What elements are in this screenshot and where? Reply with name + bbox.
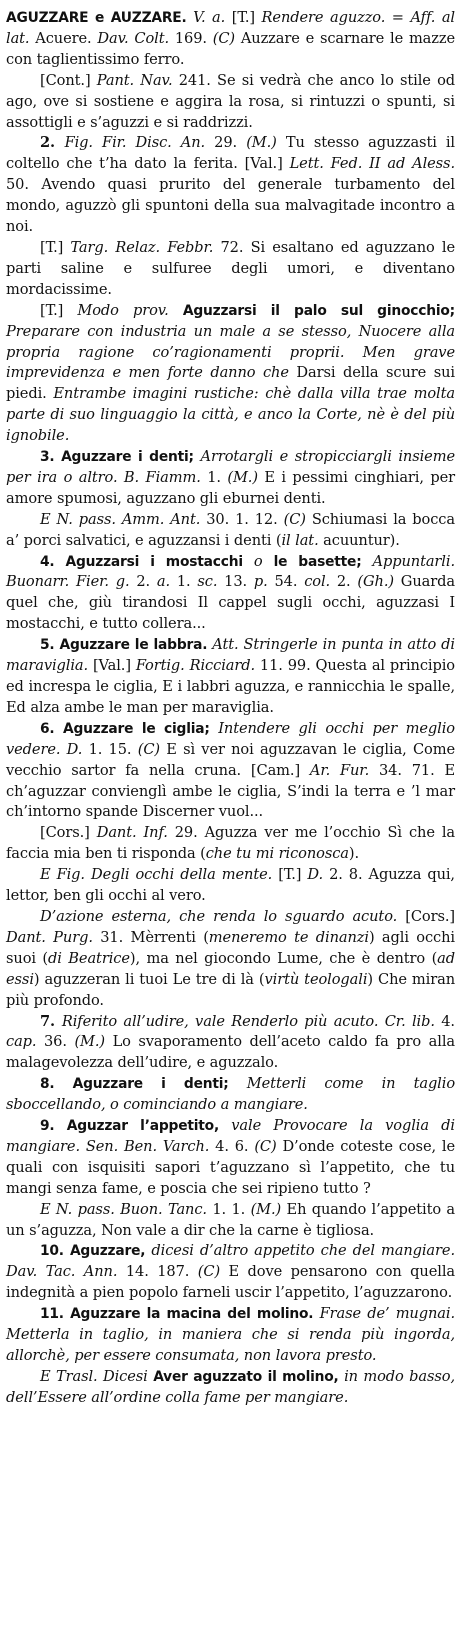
entry-paragraph (6, 238, 455, 301)
entry-paragraph (6, 1012, 455, 1075)
body-text: 241. Se si vedrà che anco lo stile od ago, ove si sostiene e aggira la rosa, si rintuzzi o spunti, si assottigli e s’aguzzi e si raddrizzi. (6, 71, 455, 131)
body-text: 11. 99. Questa al principio ed increspa le ciglia, E i labbri aguzza, e rannicchia le spalle, Ed alza ambe le man per maraviglia. (6, 657, 455, 716)
entry-paragraph (6, 719, 455, 824)
italic-text: Arrotargli e stropicciargli insieme per ira o altro. B. Fiamm. (6, 448, 455, 486)
body-text: 50. Avendo quasi prurito del generale turbamento del mondo, aguzzò gli spuntoni della sua malvagitade incontro a noi. (6, 176, 455, 236)
italic-text: (Gh.) (357, 573, 401, 591)
headword-text: 11. Aguzzare la macina del molino. (40, 1306, 320, 1323)
headword-text: 10. Aguzzare, (40, 1243, 152, 1260)
body-text: [T.] (278, 866, 308, 884)
headword-text: 3. Aguzzare i denti; (40, 449, 201, 466)
italic-text: (M.) (250, 1200, 287, 1218)
body-text: ). (348, 845, 360, 863)
entry-paragraph (6, 1200, 455, 1242)
body-text: 4. 6. (215, 1137, 255, 1155)
entry-head-paragraph (6, 8, 455, 71)
italic-text: Dav. Colt. (97, 29, 175, 47)
body-text: Tu stesso aguzzasti il coltello che t’ha dato la ferita. [Val.] (6, 134, 455, 173)
entry-paragraph (6, 510, 455, 552)
body-text: Auzzare e scarnare le mazze con taglientissimo ferro. (6, 29, 455, 68)
italic-text: Preparare con industria un male a se stesso, Nuocere alla propria ragione co’ragionamenti proprii. Men grave imprevidenza e men forte danno che (6, 322, 455, 382)
body-text: ) agli occhi suoi ( (6, 928, 455, 967)
italic-text: Metterli come in taglio sboccellando, o cominciando a mangiare. (6, 1075, 456, 1114)
entry-paragraph (6, 865, 455, 907)
entry-paragraph (6, 1074, 455, 1116)
italic-text: dicesi d’altro appetito che del mangiare. Dav. Tac. Ann. (6, 1242, 455, 1281)
headword-text: 4. Aguzzarsi i mostacchi (40, 553, 254, 570)
italic-text: in modo basso, dell’Essere all’ordine colla fame per mangiare. (6, 1367, 455, 1406)
body-text: 169. (174, 29, 213, 47)
italic-text: Fortig. Ricciard. (135, 657, 260, 675)
italic-text: vale Provocare la voglia di mangiare. Sen. Ben. Varch. (6, 1117, 455, 1155)
italic-text: p. (253, 573, 275, 591)
italic-text: (C) (254, 1137, 283, 1155)
body-text: acuuntur). (323, 531, 400, 549)
italic-text: (M.) (246, 134, 286, 152)
body-text: 2. (136, 573, 157, 591)
body-text: E i pessimi cinghiari, per amore spumosi, aguzzano gli eburnei denti. (6, 468, 455, 507)
italic-text: che tu mi riconosca (205, 845, 349, 863)
italic-text: Att. Stringerle in punta in atto di maraviglia. (6, 636, 455, 675)
italic-text: Entrambe imagini rustiche: chè dalla villa trae molta parte di suo linguaggio la città, e anco la Corte, nè è del più ignobile. (6, 385, 455, 445)
italic-text: Frase de’ mugnai. Metterla in taglio, in maniera che si renda più ingorda, allorchè, per essere consumata, non lavora presto. (6, 1305, 455, 1364)
body-text: ), ma nel giocondo Lume, che è dentro ( (129, 949, 438, 967)
headword-text: Aguzzarsi il palo sul ginocchio; (182, 302, 455, 319)
entry-paragraph (6, 1304, 455, 1367)
italic-text: Fig. Fir. Disc. An. (64, 134, 215, 152)
italic-text: a. (156, 573, 177, 591)
italic-text: Dant. Inf. (96, 824, 175, 842)
body-text: 7. (40, 1012, 62, 1030)
body-text: Darsi della scure sui piedi. (6, 364, 455, 403)
italic-text: Targ. Relaz. Febbr. (70, 238, 221, 256)
entry-paragraph (6, 71, 455, 134)
italic-text: Intendere gli occhi per meglio vedere. D. (6, 719, 455, 758)
entry-paragraph (6, 1241, 455, 1304)
entry-paragraph (6, 1116, 455, 1200)
entry-paragraph (6, 301, 455, 447)
body-text: ) Che miran più profondo. (6, 970, 455, 1009)
italic-text: E Fig. Degli occhi della mente. (40, 866, 279, 884)
body-text: 29. Aguzza ver me l’occhio Sì che la faccia mia ben ti risponda ( (6, 824, 455, 863)
italic-text: virtù teologali (264, 970, 368, 988)
italic-text: Riferito all’udire, vale Renderlo più acuto. Cr. lib. (61, 1012, 442, 1030)
body-text: 2. 8. Aguzza qui, lettor, ben gli occhi al vero. (6, 866, 455, 905)
entry-paragraph (6, 635, 455, 719)
body-text: 34. 71. E ch’aguzzar convienglì ambe le ciglia, S’indi la terra e ’l mar ch’intorno spande Discerner vuol... (6, 761, 455, 821)
body-text: 2. (40, 134, 65, 152)
body-text: 31. Mèrrenti ( (100, 928, 209, 946)
italic-text: sc. (197, 573, 225, 591)
body-text: [Cors.] (40, 824, 97, 842)
body-text: D’onde coteste cose, le quali con isquisiti sapori t’aguzzano sì l’appetito, che tu mangi senza fame, e poscia che sei ripieno tutto ? (6, 1137, 455, 1197)
italic-text: Ar. Fur. (309, 761, 379, 779)
body-text: 72. Si esaltano ed aguzzano le parti saline e sulfuree degli umori, e diventano mordacissime. (6, 238, 455, 298)
body-text: 2. (336, 573, 358, 591)
italic-text: (C) (283, 510, 312, 528)
italic-text: (M.) (74, 1033, 113, 1051)
body-text: 13. (224, 573, 254, 591)
body-text: 54. (274, 573, 305, 591)
italic-text: o (253, 552, 274, 570)
italic-text: cap. (6, 1033, 44, 1051)
body-text: ) aguzzeran li tuoi Le tre di là ( (33, 970, 265, 988)
italic-text: Rendere aguzzo. = Aff. al lat. (6, 9, 455, 47)
entry-paragraph (6, 447, 455, 510)
body-text: [Cont.] (40, 71, 97, 89)
body-text: 1. (176, 573, 198, 591)
headword-text: 6. Aguzzare le ciglia; (40, 720, 219, 737)
italic-text: Lett. Fed. II ad Aless. (289, 155, 455, 173)
italic-text: ad essi (6, 949, 456, 988)
body-text: 1. 1. (212, 1200, 251, 1218)
body-text: Lo svaporamento dell’aceto caldo fa pro alla malagevolezza dell’udire, e aguzzalo. (6, 1033, 456, 1072)
italic-text: E N. pass. Amm. Ant. (40, 510, 207, 528)
body-text: E sì ver noi aguzzavan le ciglia, Come vecchio sartor fa nella cruna. [Cam.] (6, 740, 455, 779)
italic-text: col. (304, 573, 337, 591)
headword-text: le basette; (273, 553, 373, 570)
italic-text: Pant. Nav. (96, 71, 179, 89)
headword-text: Aver aguzzato il molino, (153, 1368, 345, 1385)
entry-paragraph (6, 133, 455, 238)
body-text: [T.] (40, 301, 78, 319)
italic-text: Dant. Purg. (6, 928, 101, 946)
italic-text: E Trasl. Dicesi (40, 1367, 154, 1385)
headword-text: 5. Aguzzare le labbra. (40, 637, 213, 654)
italic-text: meneremo te dinanzi (208, 928, 369, 946)
italic-text: (M.) (227, 468, 265, 486)
body-text: Eh quando l’appetito a un s’aguzza, Non vale a dir che la carne è tigliosa. (6, 1200, 456, 1239)
body-text: 29. (214, 134, 247, 152)
italic-text: di Beatrice (48, 949, 130, 967)
entry-paragraph (6, 1367, 455, 1409)
body-text: Acuere. (35, 29, 98, 47)
headword-text: 8. Aguzzare i denti; (40, 1076, 247, 1093)
italic-text: il lat. (281, 531, 324, 549)
headword-text: 9. Aguzzar l’appetito, (40, 1118, 232, 1135)
italic-text: V. a. (186, 9, 232, 26)
body-text: [T.] (40, 238, 71, 256)
body-text: 14. 187. (125, 1263, 198, 1281)
italic-text: D’azione esterna, che renda lo sguardo acuto. (40, 907, 406, 925)
body-text: [Val.] (92, 657, 136, 675)
body-text: 4. (441, 1012, 455, 1030)
entry-paragraph (6, 907, 455, 1012)
entry-paragraph (6, 823, 455, 865)
italic-text: (C) (137, 740, 167, 758)
body-text: 1. 15. (88, 740, 138, 758)
body-text: Guarda quel che, giù tirandosi Il cappel sugli occhi, aguzzasi I mostacchi, e tutto collera... (6, 573, 455, 633)
body-text: [T.] (231, 9, 262, 26)
body-text: 1. (207, 468, 228, 486)
body-text: [Cors.] (405, 907, 455, 925)
italic-text: (C) (212, 29, 241, 47)
entry-paragraph (6, 552, 455, 636)
headword-text: AGUZZARE e AUZZARE. (6, 10, 187, 26)
body-text: Schiumasi la bocca a’ porci salvatici, e aguzzansi i denti ( (6, 510, 455, 549)
body-text: E dove pensarono con quella indegnità a pien popolo farneli uscir l’appetito, l’aguzzarono. (6, 1263, 455, 1302)
italic-text: Modo prov. (77, 301, 183, 319)
body-text: 30. 1. 12. (206, 510, 284, 528)
italic-text: (C) (197, 1263, 229, 1281)
italic-text: Appuntarli. Buonarr. Fier. g. (6, 552, 455, 591)
body-text: 36. (44, 1033, 75, 1051)
italic-text: D. (307, 866, 330, 884)
italic-text: E N. pass. Buon. Tanc. (40, 1200, 213, 1218)
